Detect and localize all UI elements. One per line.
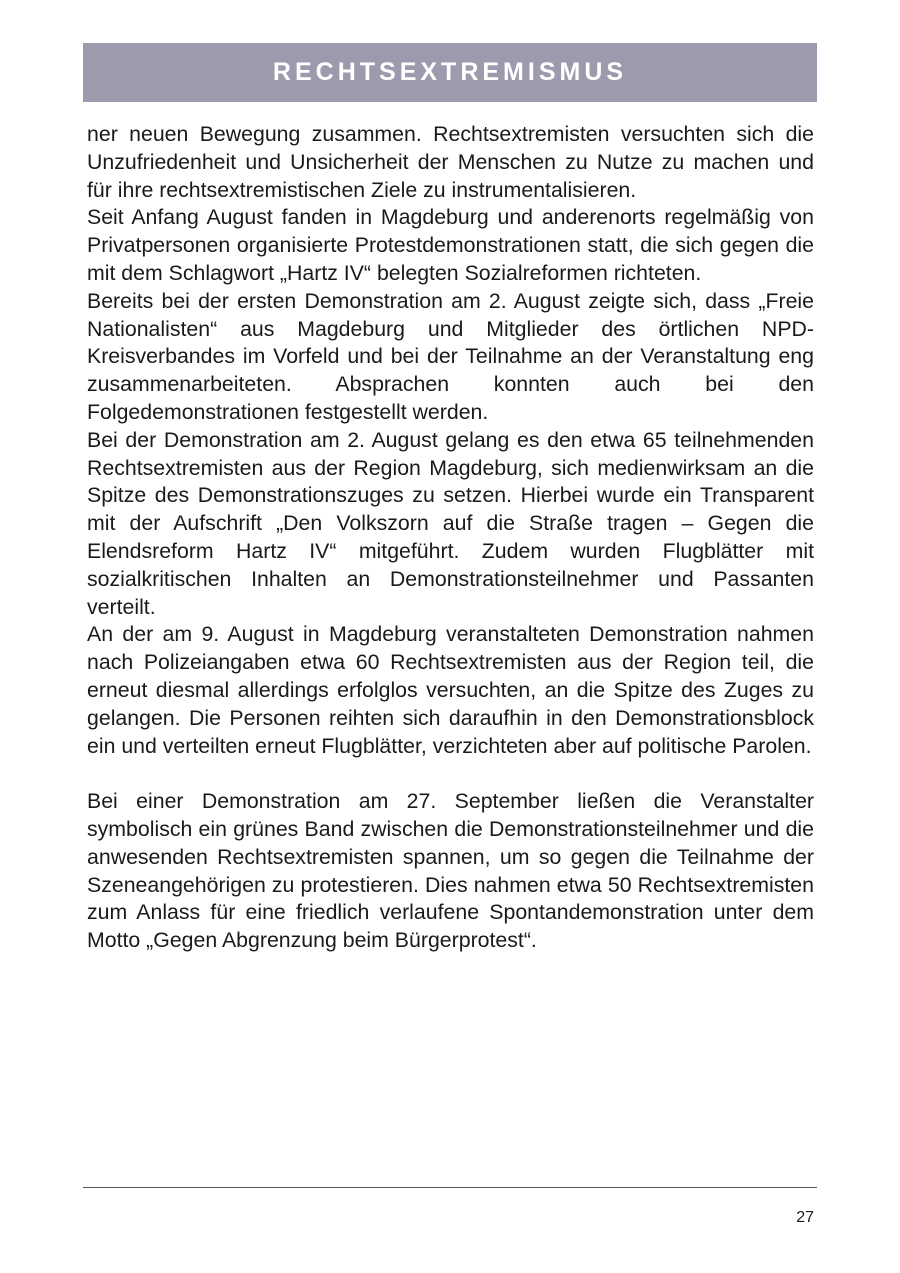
- chapter-header-bar: [83, 43, 817, 102]
- paragraph: Bei der Demonstration am 2. August gelang es den etwa 65 teilnehmenden Rechtsextremisten aus der Region Magdeburg, sich medienwirksam an die Spitze des Demonstrationszuges zu setzen. Hierbei wurde ein Transparent mit der Aufschrift „Den Volkszorn auf die Straße tragen – Gegen die Elendsreform Hartz IV“ mitgeführt. Zudem wurden Flugblätter mit sozialkritischen Inhalten an Demonstrationsteilnehmer und Passanten verteilt.: [87, 427, 814, 619]
- chapter-title: RECHTSEXTREMISMUS: [272, 58, 628, 86]
- body-text: [87, 121, 814, 955]
- footer-divider: [83, 1187, 817, 1188]
- paragraph: Seit Anfang August fanden in Magdeburg und anderenorts regelmäßig von Privatpersonen organisierte Protestdemonstrationen statt, die sich gegen die mit dem Schlagwort „Hartz IV“ belegten Sozialreformen richteten.: [87, 205, 814, 285]
- paragraph: Bei einer Demonstration am 27. September ließen die Veranstalter symbolisch ein grünes Band zwischen die Demonstrationsteilnehmer und die anwesenden Rechtsextremisten spannen, um so gegen die Teilnahme der Szeneangehörigen zu protestieren. Dies nahmen etwa 50 Rechtsextremisten zum Anlass für eine friedlich verlaufene Spontandemonstration unter dem Motto „Gegen Abgrenzung beim Bürgerprotest“.: [87, 789, 814, 953]
- page-number: 27: [796, 1209, 814, 1226]
- paragraph: ner neuen Bewegung zusammen. Rechtsextremisten versuchten sich die Unzufriedenheit und Unsicherheit der Menschen zu Nutze zu machen und für ihre rechtsextremistischen Ziele zu instrumentalisieren.: [87, 122, 814, 202]
- paragraph: An der am 9. August in Magdeburg veranstalteten Demonstration nahmen nach Polizeiangaben etwa 60 Rechtsextremisten aus der Region teil, die erneut diesmal allerdings erfolglos versuchten, an die Spitze des Zuges zu gelangen. Die Personen reihten sich daraufhin in den Demonstrationsblock ein und verteilten erneut Flugblätter, verzichteten aber auf politische Parolen.: [87, 622, 814, 758]
- paragraph: Bereits bei der ersten Demonstration am 2. August zeigte sich, dass „Freie Nationalisten“ aus Magdeburg und Mitglieder des örtlichen NPD-Kreisverbandes im Vorfeld und bei der Teilnahme an der Veranstaltung eng zusammenarbeiteten. Absprachen konnten auch bei den Folgedemonstrationen festgestellt werden.: [87, 288, 814, 424]
